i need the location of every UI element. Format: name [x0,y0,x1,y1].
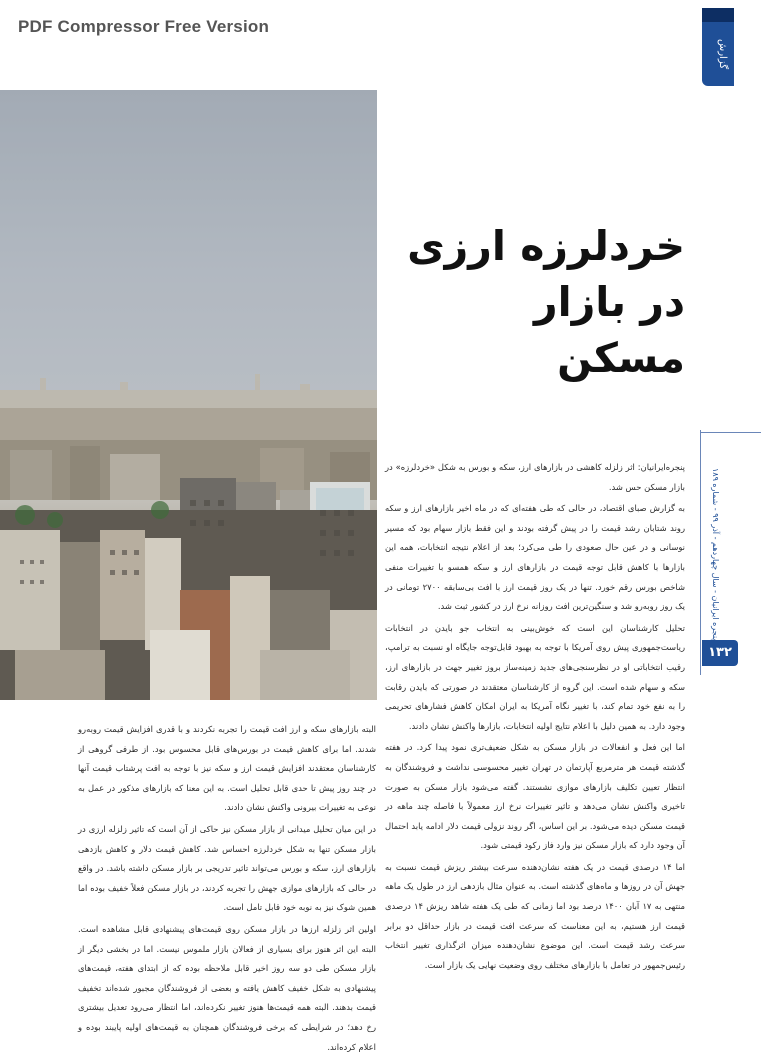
paragraph: اما ۱۴ درصدی قیمت در یک هفته نشان‌دهنده سرعت بیشتر ریزش قیمت نسبت به جهش آن در روزها و ماه‌های گذشته است. به عنوان مثال بازدهی ارز در طول یک ماهه منتهی به ۱۷ آبان ۱۴۰۰ درصد بود اما زمانی که طی یک هفته شاهد ریزش ۱۴ درصدی قیمت ارز هستیم، به این معناست که سرعت افت قیمت در بازار حداقل دو برابر سرعت رشد قیمت است. این موضوع نشان‌دهنده میزان اثرگذاری تغییر انتخاب رئیس‌جمهور در تعامل با بازارهای مختلف روی وضعیت نهایی یک بازار است. [385,861,686,970]
paragraph: در این میان تحلیل میدانی از بازار مسکن نیز حاکی از آن است که تاثیر زلزله ارزی در بازار مسکن تنها به شکل خردلرزه احساس شد. کاهش قیمت دلار و کاهش بازدهی بازارهای ارز، سکه و بورس می‌تواند تاثیر تدریجی بر بازار مسکن داشته باشد. در واقع در حالی که بازارهای موازی جهش را تجربه کردند، در بازار مسکن فعلاً خفیف بوده اما همین شوک نیز به نوبه خود قابل تامل است. [78,823,376,913]
paragraph: به گزارش صبای اقتصاد، در حالی که طی هفته‌ای که در ماه اخیر بازارهای ارز و سکه روند شتابان رشد قیمت را در پیش گرفته بودند و این فقط بازار سهام بود که مسیر نوسانی و در عین حال صعودی را طی می‌کرد؛ بعد از اعلام نتیجه انتخابات، همه این بازارها با کاهش قابل توجه قیمت در بازارهای ارز و سکه همسو با تغییرات منفی شاخص بورس رقم خورد. تنها در یک روز قیمت ارز با افت بی‌سابقه ۲۷۰۰ تومانی در یک روز روبه‌رو شد و سنگین‌ترین افت روزانه نرخ ارز در کشور ثبت شد. [385,503,685,612]
paragraph: پنجره‌ایرانیان: اثر زلزله کاهشی در بازارهای ارز، سکه و بورس به شکل «خردلرزه» در بازار مسکن حس شد. [385,462,685,492]
article-body-left-column [78,720,376,1059]
side-rule-horizontal [700,432,761,433]
section-tab-bar [702,8,734,22]
watermark: PDF Compressor Free Version [18,17,270,36]
article-title [395,218,685,386]
article-title-line-1: خردلرزه ارزی [407,222,685,270]
issue-info: پنجره ایرانیان - سال چهاردهم - آذر ۹۹ - شماره ۱۸۹ [711,467,720,640]
paragraph: البته بازارهای سکه و ارز افت قیمت را تجربه نکردند و با قدری افزایش قیمت روبه‌رو شدند. اما برای کاهش قیمت در بورس‌های قابل محسوس بود. از طرفی گروهی از کارشناسان معتقدند افزایش قیمت ارز و سکه نیز با توجه به افت پرشتاب قیمت آنها در چند روز پیش تا حدی قابل تحلیل است. به این معنا که بازارهای مذکور در عمل به نوعی به تغییرات بیرونی واکنش نشان دادند. [78,724,376,813]
article-body-right-column [385,458,685,977]
paragraph: اولین اثر زلزله ارزها در بازار مسکن روی قیمت‌های پیشنهادی قابل مشاهده است. البته این اثر هنوز برای بسیاری از فعالان بازار ملموس نیست. اما در بخشی دیگر از بازار مسکن طی دو سه روز اخیر قابل ملاحظه بوده که از ابتدای هفته، قیمت‌های پیشنهادی به شکل خفیف کاهش یافته و بعضی از فروشندگان مجبور شده‌اند تخفیف قیمت بدهند. البته همه قیمت‌ها هنوز تغییر نکرده‌اند، اما انتظار می‌رود تعدیل بیشتری رخ دهد؛ در شرایطی که برخی فروشندگان همچنان به قیمت‌های اولیه پایبند بوده و اعلام کرده‌اند. [78,923,376,1052]
side-rule [700,430,701,675]
city-skyline-illustration [0,90,377,700]
article-title-line-2: در بازار مسکن [534,278,685,382]
paragraph: تحلیل کارشناسان این است که خوش‌بینی به انتخاب جو بایدن در انتخابات ریاست‌جمهوری پیش روی آمریکا با توجه به بهبود قابل‌توجه جایگاه او نسبت به ترامپ، رقیب انتخاباتی او در نظرسنجی‌های جدید زمینه‌ساز بروز تغییر جهت در بازارهای ارز، سکه و سهام شده است. این گروه از کارشناسان معتقدند در صورتی که بایدن رقابت را به نفع خود تمام کند، با تغییر نگاه آمریکا به ایران امکان کاهش فشارهای تحریمی وجود دارد. به همین دلیل با اعلام نتایج اولیه انتخابات، بازارها واکنش نشان دادند. [385,622,685,731]
section-tab [702,8,734,86]
city-skyline-photo [0,90,377,700]
paragraph: اما این فعل و انفعالات در بازار مسکن به شکل ضعیف‌تری نمود پیدا کرد. در هفته گذشته قیمت هر مترمربع آپارتمان در تهران تغییر محسوسی نداشت و فروشندگان به انتظار تعیین تکلیف بازارهای موازی نشستند. گفته می‌شود بازار مسکن به صورت تاخیری واکنش نشان می‌دهد و تاثیر تغییرات نرخ ارز معمولاً با فاصله چند ماهه در قیمت مسکن دیده می‌شود. بر این اساس، اگر روند نزولی قیمت دلار ادامه یابد احتمال آن وجود دارد که بازار مسکن نیز وارد فاز رکود قیمتی شود. [385,742,685,851]
section-label: گزارش [717,38,728,70]
page-number: ۱۳۲ [702,640,738,666]
